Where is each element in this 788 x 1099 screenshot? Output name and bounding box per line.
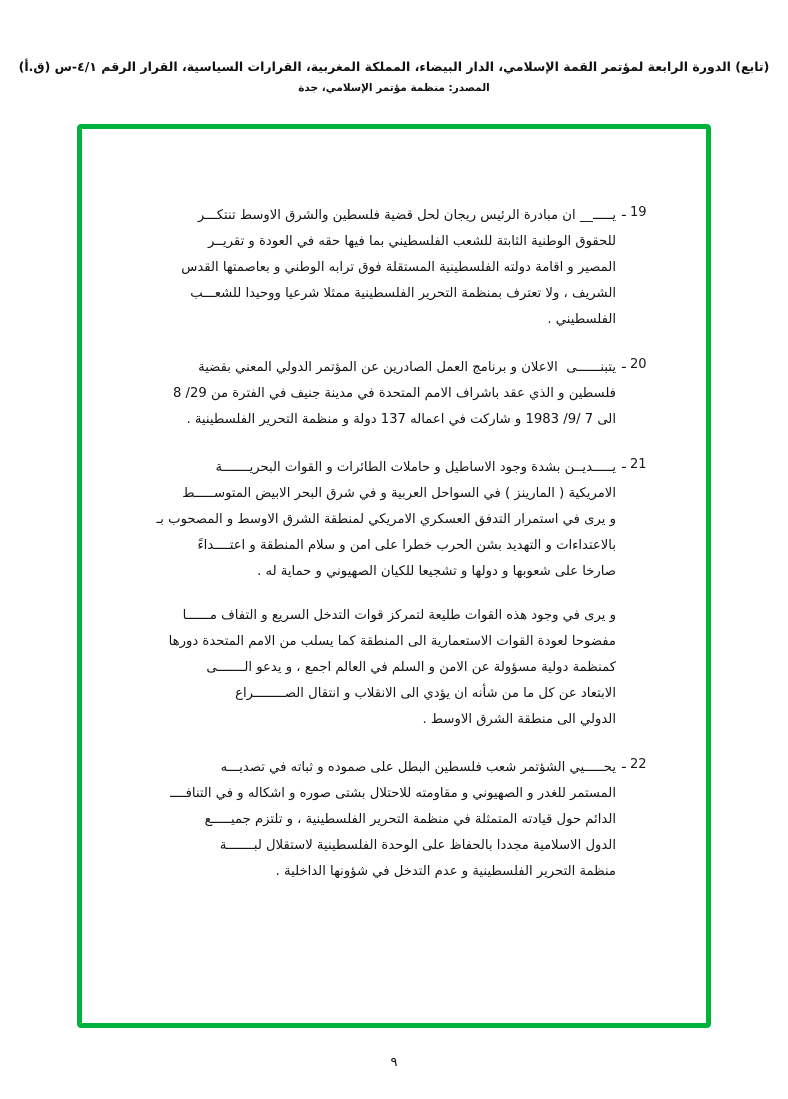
text-line: الشريف ، ولا تعترف بمنظمة التحرير الفلسطينية ممثلا شرعيا ووحيدا للشعـــب <box>190 286 616 301</box>
text-line: كمنظمة دولية مسؤولة عن الامن و السلم في العالم اجمع ، و يدعو الـــــــى <box>206 660 616 675</box>
paragraph-text <box>122 203 622 333</box>
text-line: الامريكية ( المارينز ) في السواحل العربية و في شرق البحر الابيض المتوســـــط <box>182 486 616 501</box>
text-line: الابتعاد عن كل ما من شأنه ان يؤدي الى الانقلاب و انتقال الصــــــــراع <box>235 686 616 701</box>
paragraph-text <box>122 755 622 885</box>
paragraph-number: 22 ـ <box>622 757 647 772</box>
paragraph-number: 19 ـ <box>622 205 647 220</box>
text-line: للحقوق الوطنية الثابتة للشعب الفلسطيني بما فيها حقه في العودة و تقريــر <box>207 234 616 249</box>
paragraph-22 <box>122 755 666 885</box>
document-header <box>0 58 788 97</box>
text-line: يـــــديــن بشدة وجود الاساطيل و حاملات الطائرات و القوات البحريـــــــة <box>215 460 616 475</box>
paragraph-20 <box>122 355 666 433</box>
text-line: يتبنــــــى الاعلان و برنامج العمل الصادرين عن المؤتمر الدولي المعني بقضية <box>198 360 616 375</box>
paragraph-number: 21 ـ <box>622 457 647 472</box>
text-line: و يرى في استمرار التدفق العسكري الامريكي لمنطقة الشرق الاوسط و المصحوب بـ <box>156 512 616 527</box>
text-line: و يرى في وجود هذه القوات طليعة لتمركز قوات التدخل السريع و التفاف مــــــا <box>182 608 616 623</box>
text-line: فلسطين و الذي عقد باشراف الامم المتحدة في مدينة جنيف في الفترة من 29/ 8 <box>172 386 616 401</box>
text-line: مفضوحا لعودة القوات الاستعمارية الى المنطقة كما يسلب من الامم المتحدة دورها <box>168 634 616 649</box>
text-line: بالاعتداءات و التهديد بشن الحرب خطرا على امن و سلام المنطقة و اعتــــداءً <box>197 538 616 553</box>
text-line: يحـــــيي الشؤتمر شعب فلسطين البطل على صموده و ثباته في تصديـــه <box>220 760 616 775</box>
text-line: المستمر للغدر و الصهيوني و مقاومته للاحتلال بشتى صوره و اشكاله و في التنافــــ <box>170 786 616 801</box>
paragraph-text <box>122 455 622 733</box>
paragraph-21-continuation <box>130 603 616 733</box>
text-line: منظمة التحرير الفلسطينية و عدم التدخل في شؤونها الداخلية . <box>275 864 616 879</box>
document-body <box>122 203 666 907</box>
header-title-line: (تابع) الدورة الرابعة لمؤتمر القمة الإسلامي، الدار البيضاء، المملكة المغربية، القرارات السياسية، القرار الرقم ٤/١-س (ق.أ) <box>18 59 770 74</box>
text-line: الدول الاسلامية مجددا بالحفاظ على الوحدة الفلسطينية لاستقلال لبـــــــة <box>219 838 616 853</box>
text-line: الفلسطيني . <box>547 312 616 327</box>
text-line: يـــــ__ ان مبادرة الرئيس ريجان لحل قضية فلسطين والشرق الاوسط تنتكـــر <box>197 208 616 223</box>
text-line: الى 7 /9/ 1983 و شاركت في اعماله 137 دولة و منظمة التحرير الفلسطينية . <box>186 412 616 427</box>
paragraph-19 <box>122 203 666 333</box>
paragraph-text <box>122 355 622 433</box>
header-source-line: المصدر: منظمة مؤتمر الإسلامي، جدة <box>298 81 490 94</box>
text-line: الدائم حول قيادته المتمثلة في منظمة التحرير الفلسطينية ، و تلتزم جميـــــع <box>204 812 616 827</box>
paragraph-number: 20 ـ <box>622 357 647 372</box>
paragraph-21 <box>122 455 666 733</box>
page-number: ٩ <box>390 1055 398 1070</box>
text-line: الدولي الى منطقة الشرق الاوسط . <box>422 712 616 727</box>
text-line: المصير و اقامة دولته الفلسطينية المستقلة فوق ترابه الوطني و بعاصمتها القدس <box>181 260 616 275</box>
scan-frame <box>77 124 711 1028</box>
text-line: صارخا على شعوبها و دولها و تشجيعا للكيان الصهيوني و حماية له . <box>257 564 616 579</box>
